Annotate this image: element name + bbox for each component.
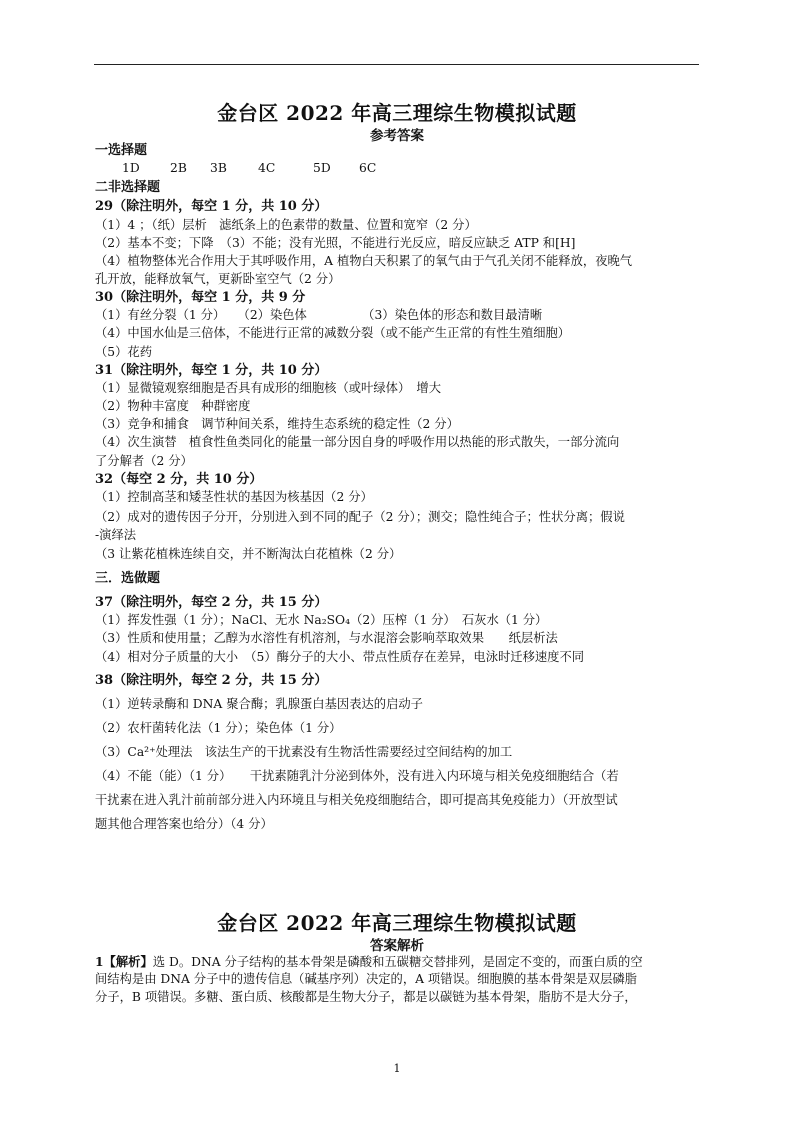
document-subtitle: 参考答案	[370, 128, 424, 144]
choice-answer: 1D	[122, 161, 140, 175]
answer-line: 孔开放，能释放氧气，更新卧室空气（2 分）	[95, 272, 341, 286]
section-heading-optional: 三．选做题	[95, 571, 161, 586]
answer-line: -演绎法	[95, 528, 137, 542]
answer-line: 题其他合理答案也给分）（4 分）	[95, 817, 273, 831]
explanation-line: 间结构是由 DNA 分子中的遗传信息（碱基序列）决定的，A 项错误。细胞膜的基本骨架是双层磷脂	[95, 972, 637, 986]
answer-line: （1）逆转录酶和 DNA 聚合酶；乳腺蛋白基因表达的启动子	[95, 697, 423, 711]
question-heading: 32（每空 2 分，共 10 分）	[95, 472, 263, 487]
explanation-subtitle: 答案解析	[370, 938, 424, 954]
answer-line: （4）相对分子质量的大小 （5）酶分子的大小、带点性质存在差异，电泳时迁移速度不同	[95, 650, 585, 664]
header-rule	[94, 64, 699, 65]
answer-line: （3）竞争和捕食 调节种间关系，维持生态系统的稳定性（2 分）	[95, 417, 459, 431]
answer-line: （4）中国水仙是三倍体，不能进行正常的减数分裂（或不能产生正常的有性生殖细胞）	[95, 326, 571, 340]
choice-answer: 6C	[359, 161, 377, 175]
choice-answers	[122, 160, 700, 177]
question-heading: 29（除注明外，每空 1 分，共 10 分）	[95, 199, 328, 214]
choice-answer: 2B	[170, 161, 187, 175]
choice-answer: 5D	[313, 161, 331, 175]
explanation-line: 分子，B 项错误。多糖、蛋白质、核酸都是生物大分子，都是以碳链为基本骨架，脂肪不是大分子，	[95, 990, 637, 1004]
answer-line: （3）性质和使用量；乙醇为水溶性有机溶剂，与水混溶会影响萃取效果 纸层析法	[95, 631, 558, 645]
explanation-title: 金台区 2022 年高三理综生物模拟试题	[217, 911, 577, 935]
answer-line: （1）控制高茎和矮茎性状的基因为核基因（2 分）	[95, 490, 373, 504]
question-heading: 30（除注明外，每空 1 分，共 9 分	[95, 290, 306, 305]
page-number: 1	[393, 1062, 401, 1075]
answer-line: （1）显微镜观察细胞是否具有成形的细胞核（或叶绿体） 增大	[95, 381, 441, 395]
section-heading-nonchoice: 二非选择题	[95, 180, 161, 195]
answer-line: （2）农杆菌转化法（1 分）；染色体（1 分）	[95, 721, 342, 735]
answer-line: 干扰素在进入乳汁前前部分进入内环境且与相关免疫细胞结合，即可提高其免疫能力）（开放型试	[95, 793, 618, 807]
answer-line: （3）Ca²⁺处理法 该法生产的干扰素没有生物活性需要经过空间结构的加工	[95, 745, 513, 759]
answer-line: （4）次生演替 植食性鱼类同化的能量一部分因自身的呼吸作用以热能的形式散失，一部分流向	[95, 435, 620, 449]
answer-line: （4）植物整体光合作用大于其呼吸作用，A 植物白天积累了的氧气由于气孔关闭不能释放，夜晚气	[95, 254, 633, 268]
document-title: 金台区 2022 年高三理综生物模拟试题	[217, 101, 577, 125]
question-heading: 38（除注明外，每空 2 分，共 15 分）	[95, 673, 328, 688]
question-heading: 37（除注明外，每空 2 分，共 15 分）	[95, 595, 328, 610]
explanation-line	[95, 953, 700, 971]
answer-line: （4）不能（能）（1 分） 干扰素随乳汁分泌到体外，没有进入内环境与相关免疫细胞结合（若	[95, 769, 619, 783]
answer-line: （1）挥发性强（1 分）；NaCl、无水 Na₂SO₄（2）压榨（1 分） 石灰水（1 分）	[95, 613, 548, 627]
answer-line: （3 让紫花植株连续自交，并不断淘汰白花植株（2 分）	[95, 547, 402, 561]
answer-line: （1）4 ；（纸）层析 滤纸条上的色素带的数量、位置和宽窄（2 分）	[95, 218, 477, 232]
explanation-label: 1【解析】	[95, 954, 153, 969]
choice-answer: 4C	[258, 161, 276, 175]
explanation-text: 选 D。DNA 分子结构的基本骨架是磷酸和五碳糖交替排列，是固定不变的，而蛋白质的空	[152, 955, 643, 969]
section-heading-choice: 一选择题	[95, 143, 148, 158]
answer-line: （2）成对的遗传因子分开，分别进入到不同的配子（2 分）；测交；隐性纯合子；性状分离；假说	[95, 510, 625, 524]
question-heading: 31（除注明外，每空 1 分，共 10 分）	[95, 363, 328, 378]
choice-answer: 3B	[210, 161, 227, 175]
answer-line: 了分解者（2 分）	[95, 454, 193, 468]
answer-line: （2）基本不变；下降 （3）不能；没有光照，不能进行光反应，暗反应缺乏 ATP 和[H]	[95, 236, 576, 250]
answer-line: （5）花药	[95, 345, 153, 359]
answer-line: （2）物种丰富度 种群密度	[95, 399, 251, 413]
answer-line: （1）有丝分裂（1 分） （2）染色体 （3）染色体的形态和数目最清晰	[95, 308, 543, 322]
